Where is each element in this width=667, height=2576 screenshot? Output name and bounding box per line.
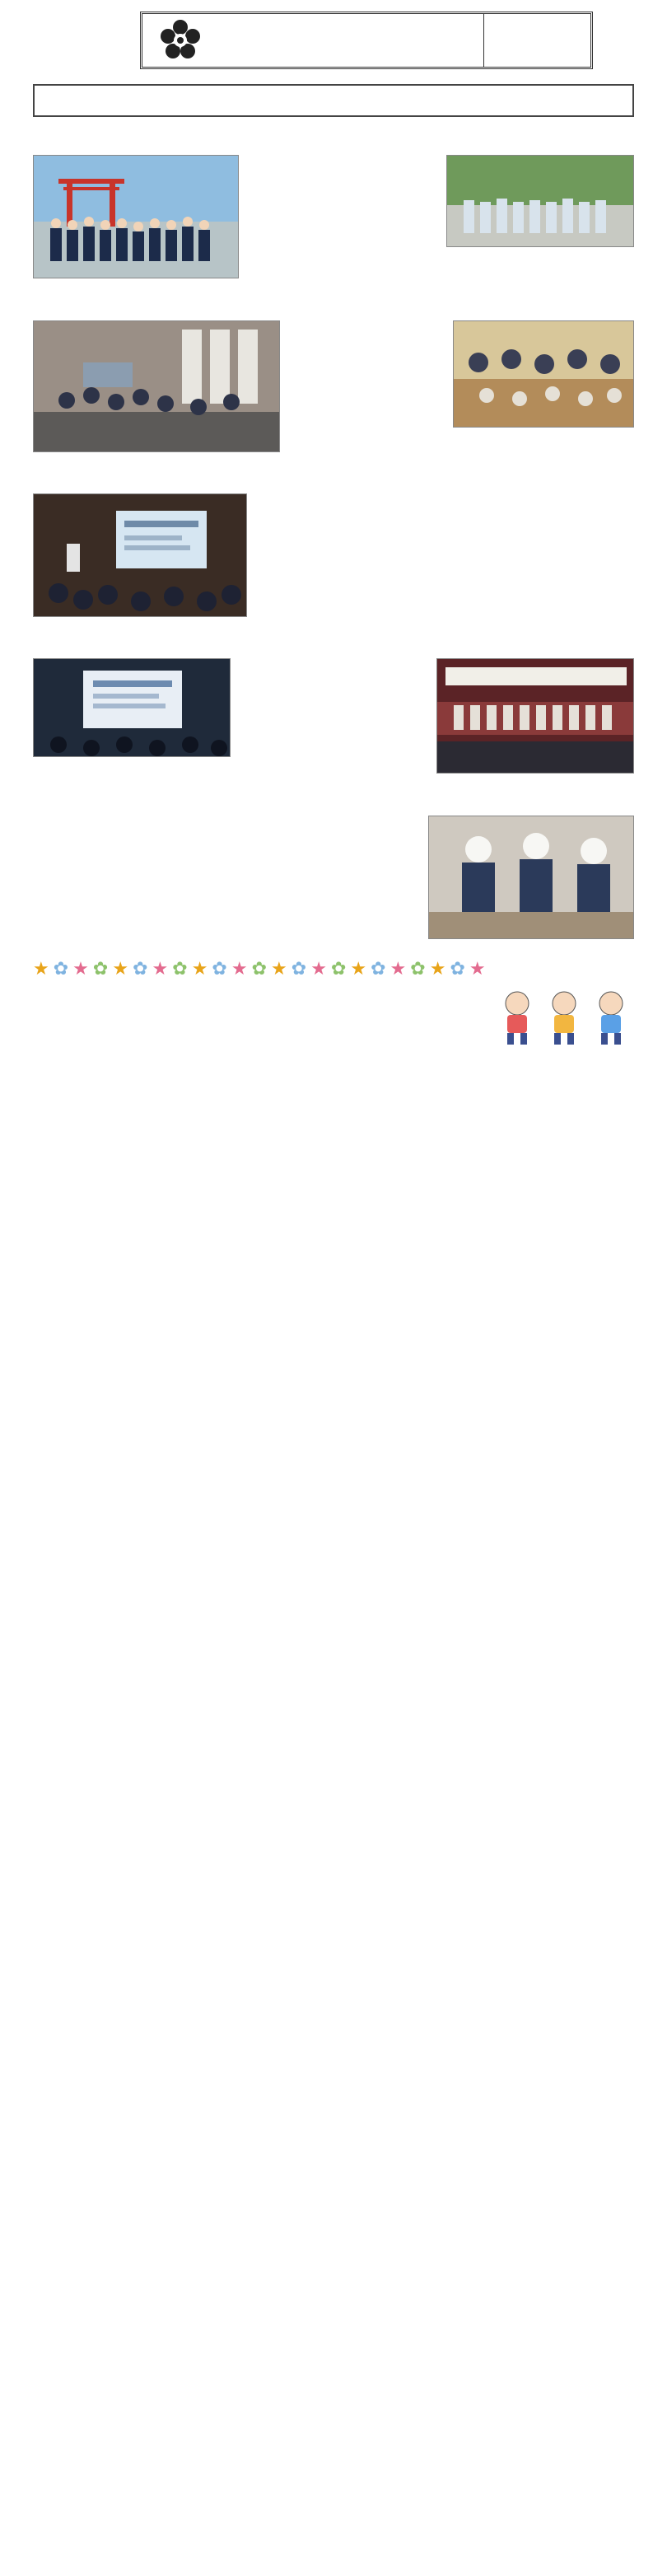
masthead-info [483,14,590,67]
runner-icon [496,989,539,1046]
trip-photo-memorial [446,155,634,247]
section-heading [33,787,634,808]
principal-message-frame [33,84,634,117]
harvest-photo-cooking [33,320,280,452]
section-national-summit [33,630,634,778]
masthead [33,8,634,72]
newsletter-page [0,0,667,1063]
summit-photo-slide [33,658,231,757]
summit-photo-stage [436,658,634,774]
teigen-photo-presentation [33,493,247,617]
runner-icon [590,989,632,1046]
decorative-star-divider: ★✿★✿★✿★✿★✿★✿★✿★✿★✿★✿★✿★ [33,958,490,979]
section-school-trip [33,127,634,283]
marathon-block [33,989,634,1046]
section-heading [33,465,634,487]
harvest-photo-eating [453,320,634,428]
school-emblem-icon [156,16,205,65]
section-harvest-festival [33,292,634,456]
shop-photo [428,816,634,939]
section-shop-play [33,787,634,943]
section-heading [33,630,634,652]
runner-icon [543,989,585,1046]
section-heading [33,127,634,148]
masthead-box [140,12,593,69]
running-children-illustration [494,989,634,1046]
section-heading [33,292,634,313]
section-marathon [33,989,634,1046]
section-ohara-teigen [33,465,634,622]
marathon-body [33,989,494,1046]
trip-photo-shrine [33,155,239,278]
